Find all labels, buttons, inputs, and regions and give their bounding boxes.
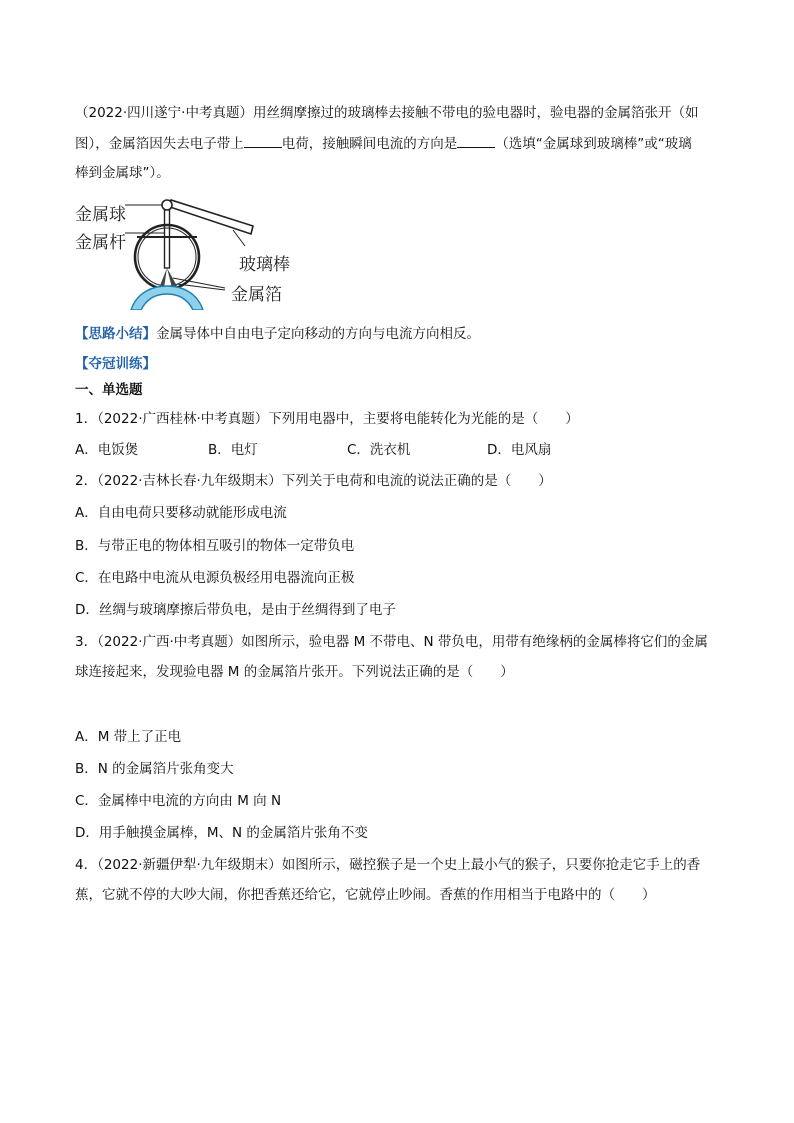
q3-stem-1: 3．（2022·广西·中考真题）如图所示，验电器 M 不带电、N 带负电，用带有绝缘柄的金属棒将它们的金属 [75, 634, 708, 650]
q3-option-d[interactable]: D．用手触摸金属棒，M、N 的金属箔片张角不变 [75, 825, 368, 841]
q1-option-a[interactable]: A．电饭煲 [75, 442, 139, 458]
label-metal-foil: 金属箔 [231, 285, 282, 305]
answer-blank-1[interactable] [244, 134, 282, 148]
summary-tag: 【思路小结】 [75, 326, 156, 342]
q3-stem-2: 球连接起来，发现验电器 M 的金属箔片张开。下列说法正确的是（ ） [75, 664, 514, 680]
q2-option-b[interactable]: B．与带正电的物体相互吸引的物体一定带负电 [75, 538, 355, 554]
q4-stem-2: 蕉，它就不停的大吵大闹，你把香蕉还给它，它就停止吵闹。香蕉的作用相当于电路中的（ ） [75, 887, 656, 903]
q4-stem-1: 4．（2022·新疆伊犁·九年级期末）如图所示，磁控猴子是一个史上最小气的猴子，只要你抢走它手上的香 [75, 857, 701, 873]
label-metal-rod: 金属杆 [75, 233, 126, 253]
section-title: 一、单选题 [75, 382, 143, 398]
metal-ball-shape [162, 200, 172, 210]
training-tag: 【夺冠训练】 [75, 356, 156, 372]
summary-line [75, 325, 480, 343]
stand-base [131, 286, 203, 310]
q1-option-b[interactable]: B．电灯 [208, 442, 258, 458]
label-glass-rod: 玻璃棒 [239, 255, 290, 275]
q2-option-a[interactable]: A．自由电荷只要移动就能形成电流 [75, 505, 287, 521]
q1-option-c[interactable]: C．洗衣机 [347, 442, 411, 458]
electroscope-figure [75, 192, 315, 310]
answer-blank-2[interactable] [457, 134, 495, 148]
metal-rod-shape [165, 210, 170, 268]
q3-option-c[interactable]: C．金属棒中电流的方向由 M 向 N [75, 793, 282, 809]
q2-stem: 2．（2022·吉林长春·九年级期末）下列关于电荷和电流的说法正确的是（ ） [75, 473, 552, 489]
intro-line-2-a: 图），金属箔因失去电子带上 [75, 136, 244, 152]
q2-option-d[interactable]: D．丝绸与玻璃摩擦后带负电，是由于丝绸得到了电子 [75, 602, 396, 618]
q1-option-d[interactable]: D．电风扇 [487, 442, 552, 458]
intro-line-3: 棒到金属球”）。 [75, 165, 170, 181]
leader-glass [233, 230, 245, 246]
q2-option-c[interactable]: C．在电路中电流从电源负极经用电器流向正极 [75, 570, 355, 586]
summary-text: 金属导体中自由电子定向移动的方向与电流方向相反。 [156, 326, 480, 342]
intro-line-2 [75, 134, 692, 153]
intro-line-2-b: 电荷，接触瞬间电流的方向是 [281, 136, 458, 152]
q3-option-b[interactable]: B．N 的金属箔片张角变大 [75, 761, 234, 777]
q3-option-a[interactable]: A．M 带上了正电 [75, 729, 182, 745]
label-metal-ball: 金属球 [75, 205, 126, 225]
intro-line-2-c: （选填“金属球到玻璃棒”或“玻璃 [495, 136, 692, 152]
q1-stem: 1．（2022·广西桂林·中考真题）下列用电器中，主要将电能转化为光能的是（ ） [75, 411, 579, 427]
intro-line-1: （2022·四川遂宁·中考真题）用丝绸摩擦过的玻璃棒去接触不带电的验电器时，验电器的金属箔张开（如 [75, 105, 699, 121]
